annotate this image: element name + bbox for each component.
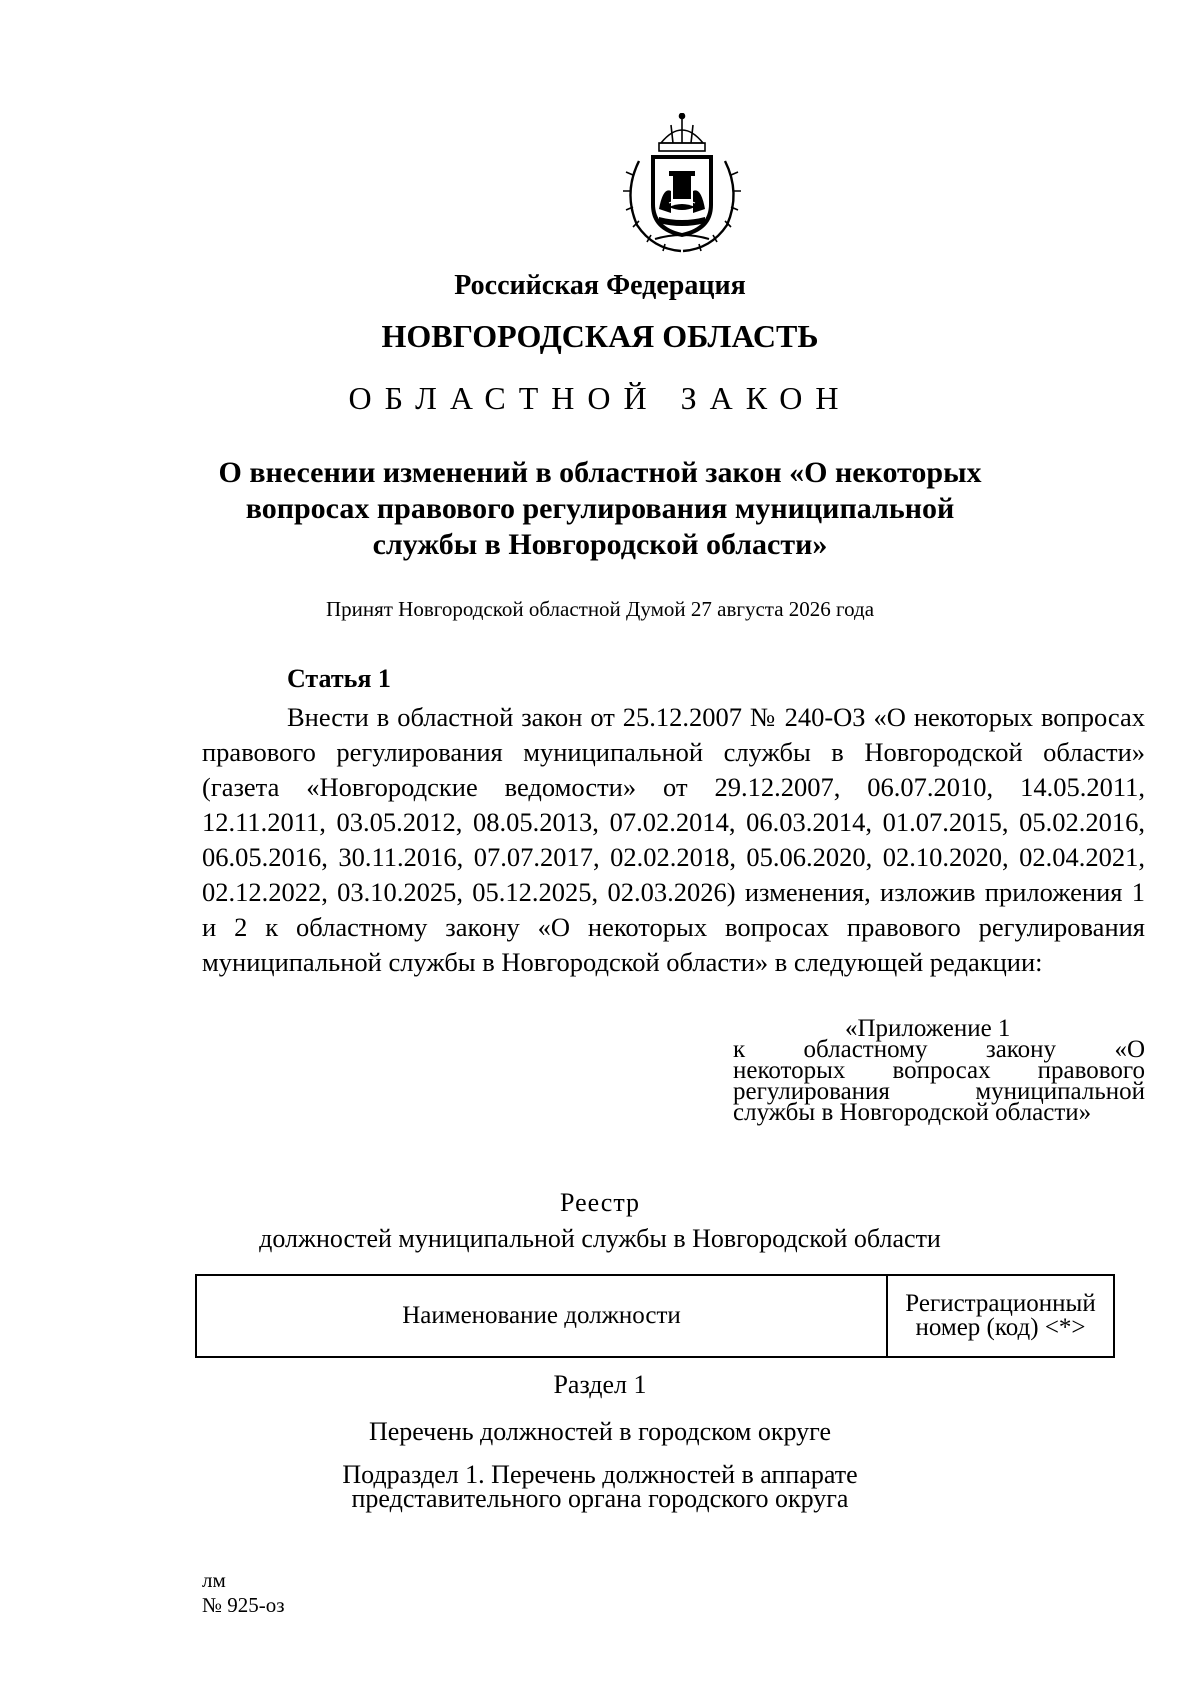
annex-reference (733, 1015, 1145, 1126)
law-title: О внесении изменений в областной закон «О некоторых вопросах правового регулирования муниципальной службы в Новгородской области» (218, 456, 982, 561)
registry-subtitle: должностей муниципальной службы в Новгородской области (259, 1224, 941, 1253)
registry-table (195, 1274, 1115, 1358)
annex-line: регулирования муниципальной (733, 1078, 1145, 1105)
table-header-row (196, 1275, 1114, 1357)
article-body (202, 700, 1145, 980)
article-paragraph: Внести в областной закон от 25.12.2007 № 240-ОЗ «О некоторых вопросах правового регулирования муниципальной службы в Новгородской области» (газета «Новгородские ведомости» от 29.12.2007, 06.07.2010, 14.05.2011, 12.11.2011, 03.05.2012, 08.05.2013, 07.02.2014, 06.03.2014, 01.07.2015, 05.02.2016, 06.05.2016, 30.11.2016, 07.07.2017, 02.02.2018, 05.06.2020, 02.10.2020, 02.04.2021, 02.12.2022, 03.10.2025, 05.12.2025, 02.03.2026) изменения, изложив приложения 1 и 2 к областному закону «О некоторых вопросах правового регулирования муниципальной службы в Новгородской области» в следующей редакции: (202, 702, 1145, 977)
column-header-position-name: Наименование должности (196, 1275, 887, 1357)
article-heading: Статья 1 (287, 664, 391, 693)
novgorod-coat-of-arms-icon (617, 113, 747, 256)
subsection-line: Подраздел 1. Перечень должностей в аппарате (342, 1460, 858, 1489)
footer-initials: лм (202, 1568, 226, 1592)
section-label: Раздел 1 (553, 1370, 647, 1399)
country-heading: Российская Федерация (454, 270, 746, 301)
annex-line: «Приложение 1 (845, 1015, 1011, 1042)
subsection-line: представительного органа городского округа (351, 1484, 849, 1513)
section-title: Перечень должностей в городском округе (368, 1417, 832, 1446)
registry-title: Реестр (559, 1188, 641, 1217)
document-footer (202, 1568, 285, 1618)
subsection-title (0, 1460, 1200, 1513)
adoption-note: Принят Новгородской областной Думой 27 августа 2026 года (325, 597, 875, 621)
column-header-registration-code: Регистрационный номер (код) <*> (887, 1275, 1114, 1357)
region-heading: НОВГОРОДСКАЯ ОБЛАСТЬ (381, 318, 819, 354)
annex-line: службы в Новгородской области» (733, 1099, 1092, 1126)
document-type-heading: ОБЛАСТНОЙ ЗАКОН (348, 380, 852, 416)
annex-line: некоторых вопросах правового (733, 1057, 1145, 1084)
footer-number: № 925-оз (202, 1593, 285, 1617)
annex-line: к областному закону «О (733, 1036, 1145, 1063)
